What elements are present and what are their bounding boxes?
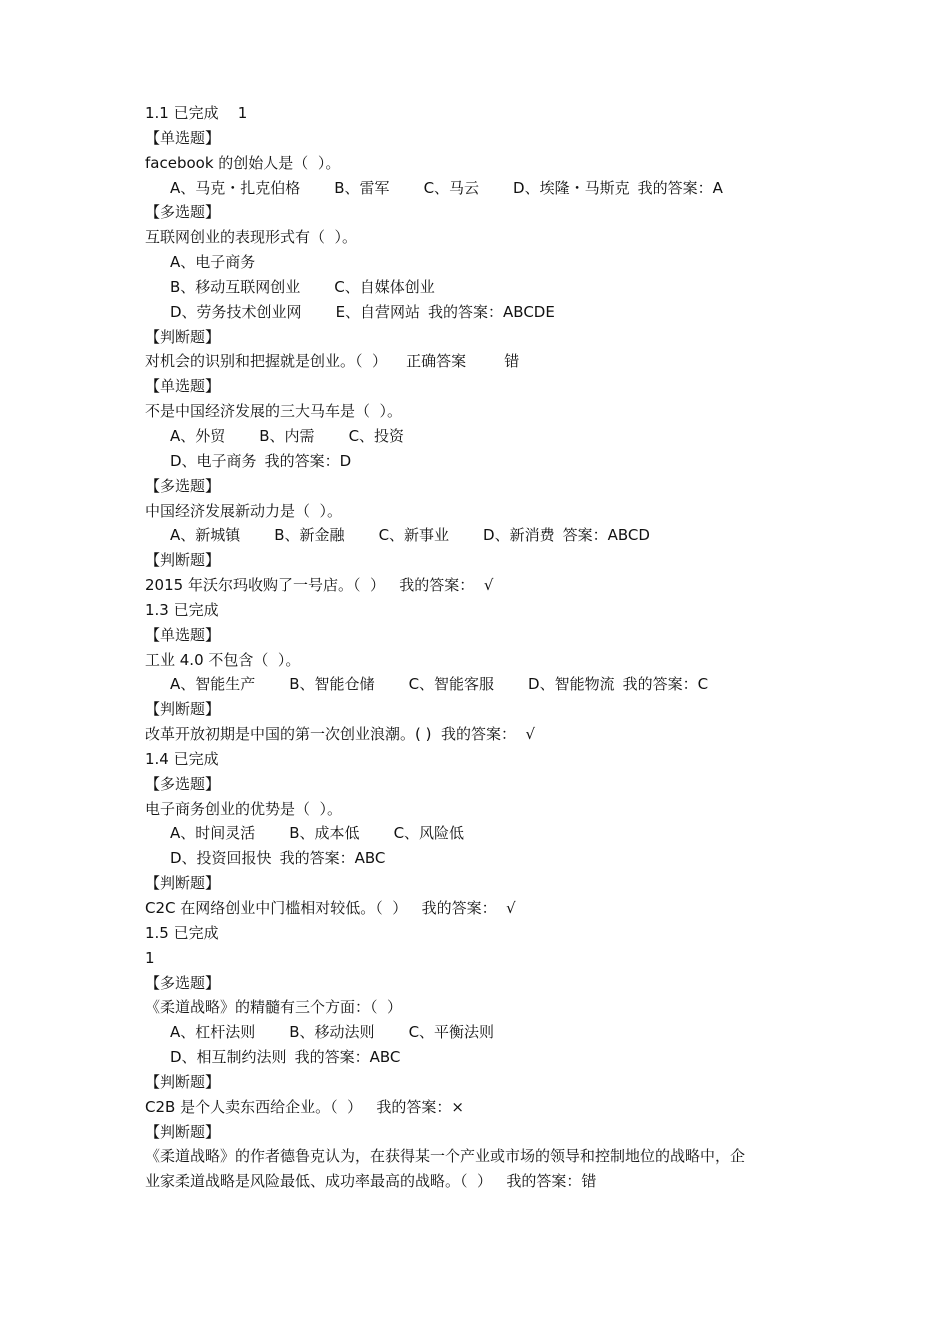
text-line xyxy=(0,126,950,151)
line-text: 【判断题】 xyxy=(145,874,221,893)
line-text: 改革开放初期是中国的第一次创业浪潮。( ) 我的答案： √ xyxy=(145,725,536,744)
option-line xyxy=(0,1045,950,1070)
text-line xyxy=(0,225,950,250)
option-text: A、马克・扎克伯格 xyxy=(170,178,301,197)
text-line xyxy=(0,797,950,822)
option-line xyxy=(0,846,950,871)
option-line xyxy=(0,424,950,449)
text-line xyxy=(0,871,950,896)
option-text: E、自营网站 xyxy=(335,302,421,321)
text-line xyxy=(0,1095,950,1120)
line-text: 【判断题】 xyxy=(145,551,221,570)
option-text: C、马云 xyxy=(423,178,480,197)
option-text: C、平衡法则 xyxy=(408,1023,495,1042)
answer-text: 答案：ABCD xyxy=(562,526,650,545)
option-text: A、外贸 xyxy=(170,426,226,445)
line-text: 【单选题】 xyxy=(145,128,221,147)
text-line xyxy=(0,697,950,722)
option-text: D、电子商务 xyxy=(170,451,257,470)
text-line xyxy=(0,1169,950,1194)
option-line xyxy=(0,821,950,846)
line-text: 1 xyxy=(145,948,155,967)
text-line xyxy=(0,151,950,176)
option-text: A、杠杆法则 xyxy=(170,1023,256,1042)
option-text: A、新城镇 xyxy=(170,526,241,545)
option-text: D、新消费 xyxy=(483,526,555,545)
option-text: A、电子商务 xyxy=(170,253,256,272)
text-line xyxy=(0,722,950,747)
line-text: 【单选题】 xyxy=(145,377,221,396)
answer-text: 我的答案：ABC xyxy=(294,1048,401,1067)
option-text: C、投资 xyxy=(348,426,405,445)
option-text: C、智能客服 xyxy=(408,675,495,694)
text-line xyxy=(0,399,950,424)
text-line xyxy=(0,474,950,499)
line-text: C2B 是个人卖东西给企业。（ ） 我的答案：× xyxy=(145,1097,464,1116)
option-line xyxy=(0,449,950,474)
text-line xyxy=(0,325,950,350)
line-text: 【多选题】 xyxy=(145,774,221,793)
text-line xyxy=(0,946,950,971)
option-text: C、新事业 xyxy=(378,526,450,545)
text-line xyxy=(0,747,950,772)
text-line xyxy=(0,499,950,524)
answer-text: 我的答案：D xyxy=(264,451,352,470)
document-body xyxy=(0,101,950,1194)
option-line xyxy=(0,275,950,300)
option-text: A、时间灵活 xyxy=(170,824,256,843)
line-text: 业家柔道战略是风险最低、成功率最高的战略。（ ） 我的答案：错 xyxy=(145,1172,597,1191)
option-line xyxy=(0,672,950,697)
text-line xyxy=(0,200,950,225)
option-text: B、新金融 xyxy=(274,526,345,545)
line-text: 《柔道战略》的精髓有三个方面：（ ） xyxy=(145,998,403,1017)
text-line xyxy=(0,101,950,126)
option-text: D、相互制约法则 xyxy=(170,1048,287,1067)
option-text: B、雷军 xyxy=(334,178,390,197)
option-line xyxy=(0,176,950,201)
option-line xyxy=(0,523,950,548)
line-text: 2015 年沃尔玛收购了一号店。（ ） 我的答案： √ xyxy=(145,576,494,595)
text-line xyxy=(0,1120,950,1145)
line-text: 《柔道战略》的作者德鲁克认为，在获得某一个产业或市场的领导和控制地位的战略中，企 xyxy=(145,1147,746,1166)
line-text: 工业 4.0 不包含（ ）。 xyxy=(145,650,301,669)
option-text: D、埃隆・马斯克 xyxy=(513,178,630,197)
text-line xyxy=(0,374,950,399)
line-text: 【单选题】 xyxy=(145,625,221,644)
answer-text: 我的答案：C xyxy=(622,675,709,694)
line-text: 对机会的识别和把握就是创业。（ ） 正确答案 错 xyxy=(145,352,520,371)
answer-text: 我的答案：ABCDE xyxy=(428,302,555,321)
answer-text: 我的答案：ABC xyxy=(279,849,386,868)
line-text: 不是中国经济发展的三大马车是（ ）。 xyxy=(145,402,403,421)
text-line xyxy=(0,995,950,1020)
option-text: C、自媒体创业 xyxy=(334,277,435,296)
text-line xyxy=(0,971,950,996)
line-text: 【判断题】 xyxy=(145,327,221,346)
option-text: D、智能物流 xyxy=(528,675,615,694)
line-text: 1.1 已完成 1 xyxy=(145,104,248,122)
text-line xyxy=(0,896,950,921)
line-text: 【多选题】 xyxy=(145,476,221,495)
line-text: 【判断题】 xyxy=(145,1122,221,1141)
line-text: 1.4 已完成 xyxy=(145,749,219,768)
option-line xyxy=(0,300,950,325)
line-text: 电子商务创业的优势是（ ）。 xyxy=(145,799,343,818)
line-text: 【多选题】 xyxy=(145,203,221,222)
option-text: B、移动互联网创业 xyxy=(170,277,301,296)
line-text: facebook 的创始人是（ ）。 xyxy=(145,153,341,172)
line-text: 【判断题】 xyxy=(145,1072,221,1091)
option-text: D、投资回报快 xyxy=(170,849,272,868)
option-line xyxy=(0,1020,950,1045)
option-text: B、移动法则 xyxy=(289,1023,375,1042)
text-line xyxy=(0,573,950,598)
option-text: B、智能仓储 xyxy=(289,675,375,694)
text-line xyxy=(0,921,950,946)
text-line xyxy=(0,598,950,623)
text-line xyxy=(0,1144,950,1169)
option-text: B、内需 xyxy=(259,426,315,445)
option-line xyxy=(0,250,950,275)
answer-text: 我的答案：A xyxy=(637,178,723,197)
text-line xyxy=(0,548,950,573)
option-text: B、成本低 xyxy=(289,824,360,843)
text-line xyxy=(0,349,950,374)
option-text: C、风险低 xyxy=(393,824,465,843)
line-text: 互联网创业的表现形式有（ ）。 xyxy=(145,228,358,247)
option-text: A、智能生产 xyxy=(170,675,256,694)
text-line xyxy=(0,648,950,673)
line-text: C2C 在网络创业中门槛相对较低。（ ） 我的答案： √ xyxy=(145,899,516,917)
line-text: 【判断题】 xyxy=(145,700,221,719)
text-line xyxy=(0,623,950,648)
line-text: 1.5 已完成 xyxy=(145,923,219,942)
option-text: D、劳务技术创业网 xyxy=(170,302,302,321)
text-line xyxy=(0,1070,950,1095)
text-line xyxy=(0,772,950,797)
line-text: 中国经济发展新动力是（ ）。 xyxy=(145,501,343,520)
line-text: 【多选题】 xyxy=(145,973,221,992)
line-text: 1.3 已完成 xyxy=(145,600,219,619)
